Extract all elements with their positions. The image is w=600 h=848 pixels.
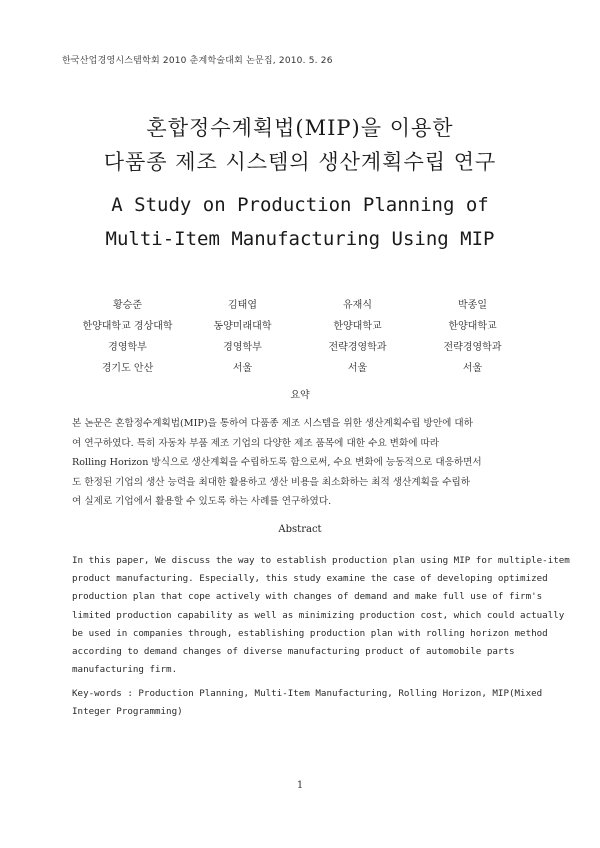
author-location: 서울	[232, 363, 253, 374]
abstract-line: 여 실제로 기업에서 활용할 수 있도록 하는 사례를 연구하였다.	[72, 496, 332, 508]
abstract-line: according to demand changes of diverse manufacturing product of automobile parts	[72, 646, 515, 658]
journal-header: 한국산업경영시스템학회 2010 춘계학술대회 논문집, 2010. 5. 26	[62, 56, 333, 66]
english-title-line: A Study on Production Planning of	[111, 194, 489, 216]
author-department: 전략경영학과	[443, 342, 502, 353]
author-location: 서울	[462, 363, 483, 374]
author-name: 김태엽	[228, 300, 257, 311]
author-location: 경기도 안산	[101, 363, 154, 374]
abstract-line: Rolling Horizon 방식으로 생산계획을 수립하도록 함으로써, 수요 변화에 능동적으로 대응하면서	[72, 457, 482, 469]
author-block	[415, 295, 530, 379]
english-abstract-heading: Abstract	[278, 524, 322, 535]
abstract-line: production plan that cope actively with changes of demand and make full use of firm's	[72, 591, 543, 603]
abstract-line: product manufacturing. Especially, this study examine the case of developing optimized	[72, 573, 548, 585]
abstract-line: 도 한정된 기업의 생산 능력을 최대한 활용하고 생산 비용을 최소화하는 최적 생산계획을 수립하	[72, 476, 471, 488]
keywords-line: Integer Programming)	[72, 706, 183, 718]
korean-title-line: 혼합정수계획법(MIP)을 이용한	[146, 116, 454, 140]
author-block	[70, 295, 185, 379]
author-block	[185, 295, 300, 379]
author-department: 전략경영학과	[328, 342, 387, 353]
korean-abstract	[72, 414, 530, 512]
abstract-line: limited production capability as well as minimizing production cost, which could actually	[72, 609, 565, 621]
keywords	[72, 685, 543, 721]
abstract-line: manufacturing firm.	[72, 664, 178, 676]
english-title	[0, 188, 600, 256]
page-number: 1	[296, 780, 304, 791]
korean-title	[0, 111, 600, 179]
author-location: 서울	[347, 363, 368, 374]
author-list	[70, 295, 530, 379]
abstract-line: In this paper, We discuss the way to establish production plan using MIP for multiple-item	[72, 555, 570, 566]
author-affiliation: 한양대학교	[448, 321, 497, 332]
keywords-line: Key-words : Production Planning, Multi-Item Manufacturing, Rolling Horizon, MIP(Mixed	[72, 688, 543, 699]
author-affiliation: 한양대학교	[333, 321, 382, 332]
author-department: 경영학부	[108, 342, 147, 353]
english-title-line: Multi-Item Manufacturing Using MIP	[105, 228, 495, 250]
author-affiliation: 동양미래대학	[213, 321, 272, 332]
author-department: 경영학부	[223, 342, 262, 353]
author-affiliation: 한양대학교 경상대학	[82, 321, 173, 332]
abstract-line: 본 논문은 혼합정수계획법(MIP)을 통하여 다품종 제조 시스템을 위한 생산계획수립 방안에 대하	[72, 418, 473, 429]
author-name: 유재식	[343, 300, 372, 311]
korean-abstract-heading: 요약	[290, 390, 310, 401]
english-abstract	[72, 552, 570, 679]
abstract-line: 여 연구하였다. 특히 자동차 부품 제조 기업의 다양한 제조 품목에 대한 수요 변화에 따라	[72, 437, 440, 449]
author-block	[300, 295, 415, 379]
abstract-line: be used in companies through, establishing production plan with rolling horizon method	[72, 627, 548, 639]
korean-title-line: 다품종 제조 시스템의 생산계획수립 연구	[103, 150, 497, 174]
author-name: 황승준	[113, 300, 142, 311]
author-name: 박종일	[458, 300, 487, 311]
